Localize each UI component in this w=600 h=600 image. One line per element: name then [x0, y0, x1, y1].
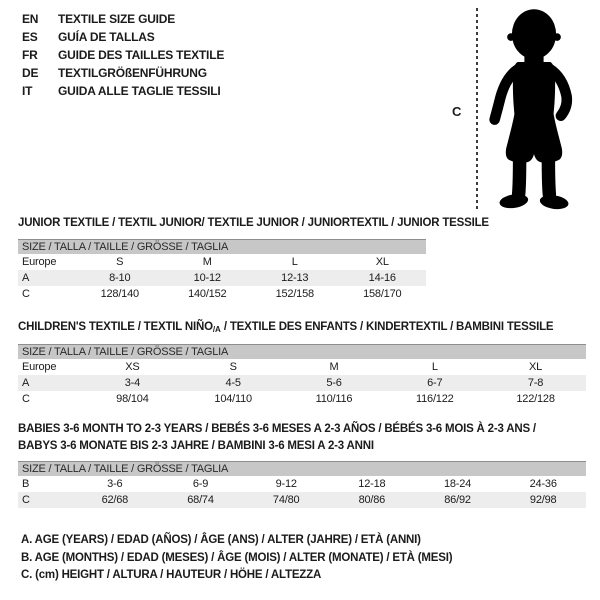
height-cell: 140/152: [188, 288, 227, 300]
lang-row-es: [22, 28, 224, 46]
lang-code: EN: [22, 12, 39, 26]
height-cell: 128/140: [100, 288, 139, 300]
age-cell: 12-13: [281, 272, 309, 284]
children-section-title: [18, 319, 553, 338]
lang-title: TEXTILGRÖßENFÜHRUNG: [58, 66, 207, 80]
size-cell: M: [202, 256, 212, 268]
age-cell: 3-6: [107, 478, 123, 490]
children-title-subscript: /A: [212, 325, 221, 334]
size-header-row: SIZE / TALLA / TAILLE / GRÖSSE / TAGLIA: [18, 461, 586, 476]
height-cell: 98/104: [116, 393, 149, 405]
children-title-text: / TEXTILE DES ENFANTS / KINDERTEXTIL / BAMBINI TESSILE: [220, 321, 554, 333]
lang-title: TEXTILE SIZE GUIDE: [58, 12, 176, 26]
size-header-row: SIZE / TALLA / TAILLE / GRÖSSE / TAGLIA: [18, 239, 426, 254]
babies-title-line1: BABIES 3-6 MONTH TO 2-3 YEARS / BEBÉS 3-6 MESES A 2-3 AÑOS / BÉBÉS 3-6 MOIS À 2-3 ANS /: [18, 423, 536, 435]
note-height-cm: C. (cm) HEIGHT / ALTURA / HAUTEUR / HÖHE / ALTEZZA: [21, 569, 322, 581]
age-cell: 9-12: [275, 478, 297, 490]
table-row: [18, 391, 586, 407]
age-cell: 12-18: [358, 478, 386, 490]
age-cell: 5-6: [326, 377, 342, 389]
row-label: A: [22, 377, 30, 389]
height-cell: 80/86: [358, 494, 386, 506]
babies-section-title: [18, 421, 536, 455]
row-label: C: [22, 494, 30, 506]
height-cell: 116/122: [416, 393, 454, 405]
height-cell: 104/110: [214, 393, 252, 405]
height-cell: 122/128: [516, 393, 555, 405]
lang-row-it: [22, 82, 224, 100]
height-cell: 152/158: [275, 288, 314, 300]
size-cell: L: [431, 361, 438, 373]
size-cell: S: [229, 361, 237, 373]
lang-code: FR: [22, 48, 38, 62]
lang-title: GUIDE DES TAILLES TEXTILE: [58, 48, 225, 62]
lang-code: ES: [22, 30, 38, 44]
table-row: [18, 286, 426, 302]
row-label: Europe: [22, 361, 57, 373]
lang-code: IT: [22, 84, 33, 98]
age-cell: 8-10: [109, 272, 131, 284]
height-cell: 92/98: [529, 494, 557, 506]
table-row: [18, 492, 586, 508]
junior-size-table: [18, 239, 426, 302]
lang-title: GUÍA DE TALLAS: [58, 30, 155, 44]
table-row: [18, 254, 426, 270]
table-row: [18, 375, 586, 391]
size-cell: XS: [125, 361, 140, 373]
size-cell: L: [291, 256, 298, 268]
row-label: Europe: [22, 256, 57, 268]
legend-notes: [21, 532, 452, 585]
table-row: [18, 476, 586, 492]
lang-code: DE: [22, 66, 39, 80]
table-row: [18, 359, 586, 375]
age-cell: 14-16: [368, 272, 396, 284]
height-cell: 62/68: [101, 494, 129, 506]
children-title-text: CHILDREN'S TEXTILE / TEXTIL NIÑO: [18, 321, 213, 333]
language-title-list: [22, 10, 224, 100]
size-cell: M: [329, 361, 339, 373]
lang-row-fr: [22, 46, 224, 64]
row-label: A: [22, 272, 30, 284]
note-age-years: A. AGE (YEARS) / EDAD (AÑOS) / ÂGE (ANS) / ALTER (JAHRE) / ETÀ (ANNI): [21, 534, 421, 546]
height-cell: 74/80: [272, 494, 300, 506]
junior-section-title: JUNIOR TEXTILE / TEXTIL JUNIOR/ TEXTILE JUNIOR / JUNIORTEXTIL / JUNIOR TESSILE: [18, 217, 489, 229]
height-cell: 110/116: [315, 393, 353, 405]
size-cell: XL: [529, 361, 543, 373]
lang-row-en: [22, 10, 224, 28]
size-cell: S: [116, 256, 124, 268]
height-cell: 68/74: [187, 494, 214, 506]
row-label: C: [22, 393, 30, 405]
row-label: C: [22, 288, 30, 300]
age-cell: 10-12: [193, 272, 221, 284]
note-age-months: B. AGE (MONTHS) / EDAD (MESES) / ÂGE (MOIS) / ALTER (MONATE) / ETÀ (MESI): [21, 551, 453, 564]
babies-size-table: [18, 461, 586, 508]
age-cell: 24-36: [529, 478, 557, 490]
age-cell: 6-9: [192, 478, 209, 490]
size-cell: XL: [375, 256, 389, 268]
height-label-c: C: [452, 104, 462, 119]
height-cell: 86/92: [444, 494, 471, 506]
age-cell: 3-4: [124, 377, 141, 389]
age-cell: 18-24: [443, 478, 472, 490]
toddler-silhouette-icon: [486, 6, 582, 214]
age-cell: 4-5: [225, 377, 241, 389]
children-size-table: [18, 344, 586, 407]
lang-row-de: [22, 64, 224, 82]
lang-title: GUIDA ALLE TAGLIE TESSILI: [58, 84, 221, 98]
table-row: [18, 270, 426, 286]
babies-title-line2: BABYS 3-6 MONATE BIS 2-3 JAHRE / BAMBINI 3-6 MESI A 2-3 ANNI: [18, 440, 374, 452]
size-header-row: SIZE / TALLA / TAILLE / GRÖSSE / TAGLIA: [18, 344, 586, 359]
age-cell: 6-7: [427, 377, 443, 389]
row-label: B: [22, 478, 30, 490]
height-dotted-line: [476, 8, 478, 210]
age-cell: 7-8: [527, 377, 544, 389]
height-cell: 158/170: [363, 288, 402, 300]
